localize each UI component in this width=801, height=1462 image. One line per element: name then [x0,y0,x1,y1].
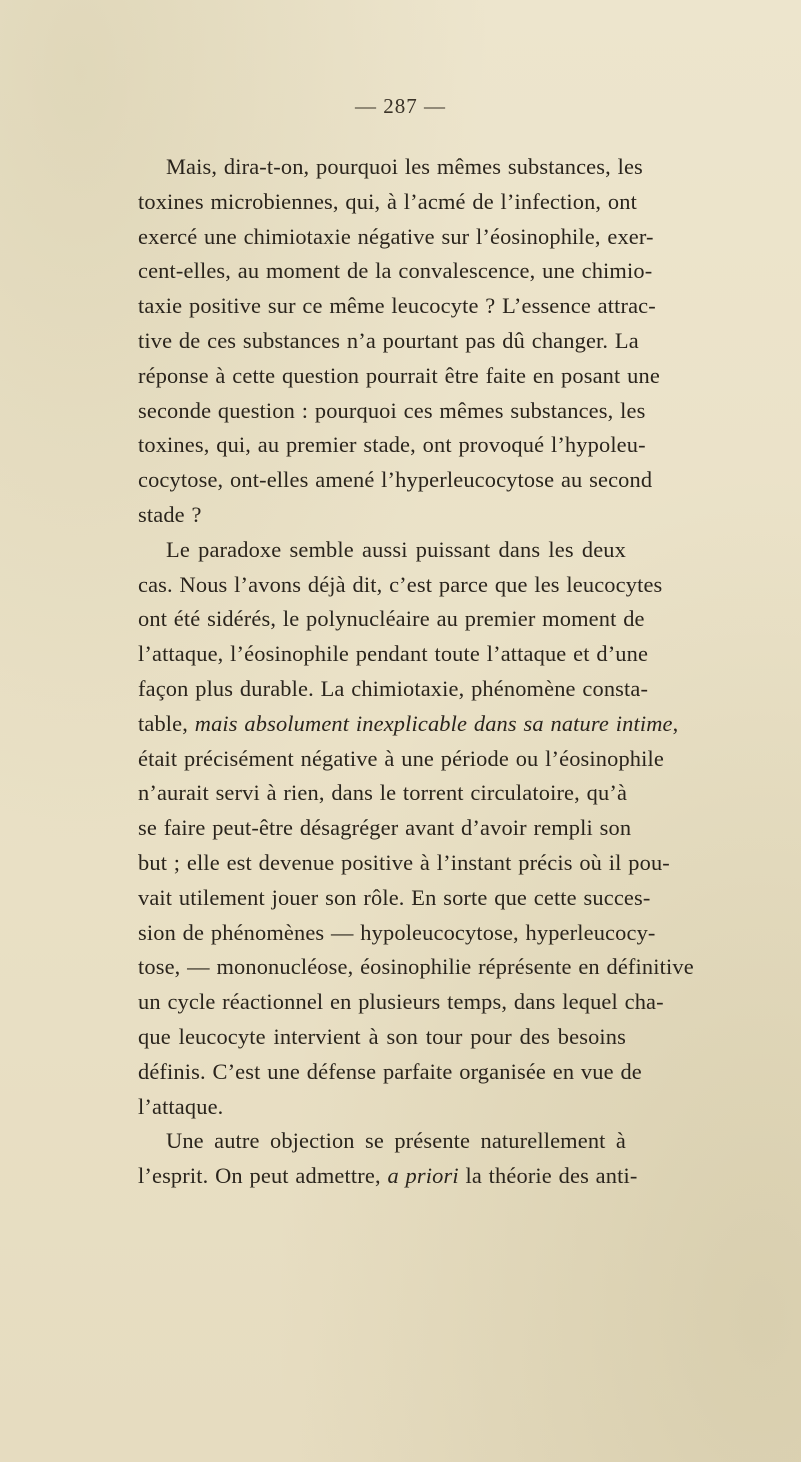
page-number: — 287 — [355,94,446,118]
text-line: définis. C’est une défense parfaite organisée en vue de [138,1058,642,1084]
text-line: n’aurait servi à rien, dans le torrent circulatoire, qu’à [138,780,628,806]
text-line: sion de phénomènes — hypoleucocytose, hyperleucocy- [138,919,656,945]
text-line: ont été sidérés, le polynucléaire au premier moment de [138,606,645,632]
text-line: exercé une chimiotaxie négative sur l’éosinophile, exer- [138,223,654,249]
text-line-mixed [138,1159,638,1194]
text-line: cas. Nous l’avons déjà dit, c’est parce que les leucocytes [138,571,663,597]
italic-segment: a priori [387,1163,459,1189]
text-line: but ; elle est devenue positive à l’instant précis où il pou- [138,849,670,875]
text-line: seconde question : pourquoi ces mêmes substances, les [138,397,646,423]
text-line-mixed [138,707,679,742]
text-line: vait utilement jouer son rôle. En sorte que cette succes- [138,884,651,910]
text-line: cocytose, ont-elles amené l’hyperleucocytose au second [138,467,653,493]
text-line: toxines microbiennes, qui, à l’acmé de l’infection, ont [138,188,637,214]
text-line: tive de ces substances n’a pourtant pas dû changer. La [138,327,639,353]
text-line: cent-elles, au moment de la convalescence, une chimio- [138,258,653,284]
text-line: façon plus durable. La chimiotaxie, phénomène consta- [138,675,649,701]
text-line: un cycle réactionnel en plusieurs temps, dans lequel cha- [138,989,664,1015]
text-line: stade ? [138,501,202,527]
text-segment: l’esprit. On peut admettre, [138,1163,381,1189]
text-line: se faire peut-être désagréger avant d’avoir rempli son [138,815,632,841]
text-line: tose, — mononucléose, éosinophilie réprésente en définitive [138,954,694,980]
text-line: que leucocyte intervient à son tour pour des besoins [138,1023,626,1049]
text-segment: table, [138,710,189,736]
text-line: toxines, qui, au premier stade, ont provoqué l’hypoleu- [138,432,646,458]
text-line: réponse à cette question pourrait être faite en posant une [138,362,660,388]
italic-segment: mais absolument inexplicable dans sa nature intime [194,710,673,736]
body-text [138,150,694,1194]
text-line: Mais, dira-t-on, pourquoi les mêmes substances, les [166,154,643,179]
text-line: était précisément négative à une période ou l’éosinophile [138,745,664,771]
text-segment: , [672,710,679,736]
text-line: l’attaque. [138,1093,224,1119]
text-line: Le paradoxe semble aussi puissant dans les deux [166,536,626,562]
text-line: l’attaque, l’éosinophile pendant toute l’attaque et d’une [138,641,649,667]
text-segment: la théorie des anti- [465,1163,638,1189]
text-line: taxie positive sur ce même leucocyte ? L’essence attrac- [138,293,656,319]
text-line: Une autre objection se présente naturellement à [166,1128,626,1154]
